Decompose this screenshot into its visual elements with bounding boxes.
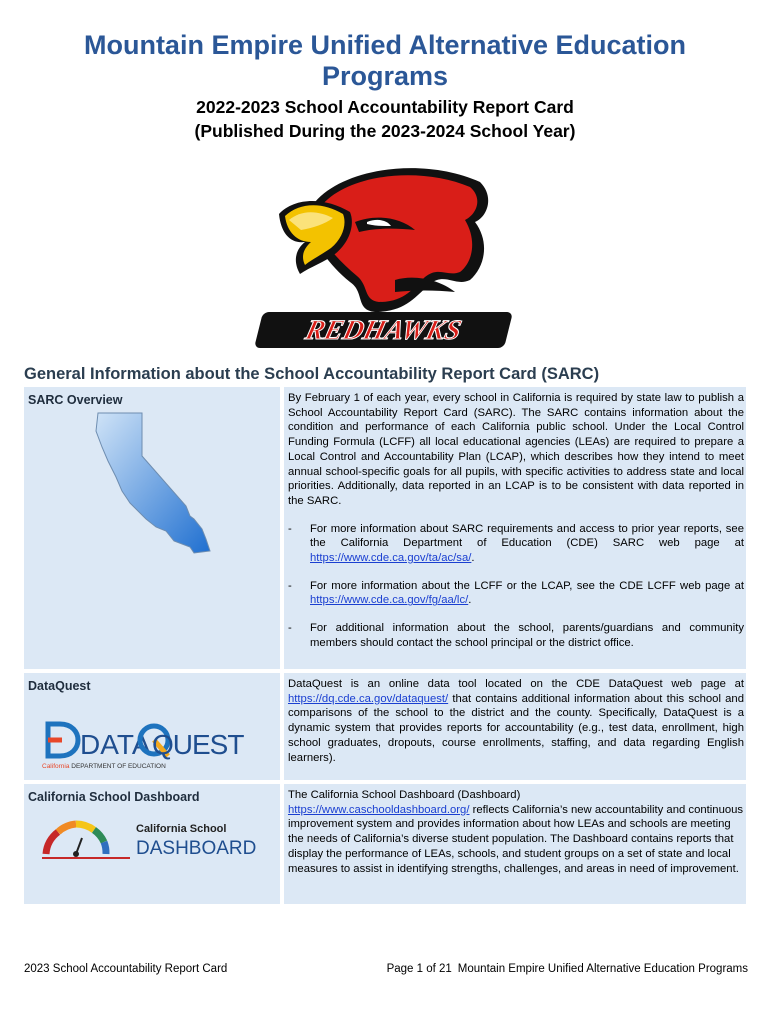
dataquest-caption-colored: California [42,763,70,770]
list-item [288,579,744,608]
subtitle-line-1: 2022-2023 School Accountability Report Card [196,97,574,117]
report-subtitle [60,95,710,143]
period: . [468,594,472,607]
dataquest-caption-text: DEPARTMENT OF EDUCATION [69,763,166,770]
dashboard-logo-top: California School [136,823,227,835]
sarc-overview-paragraph: By February 1 of each year, every school in California is required by state law to publish a School Accountability Report Card (SARC). The SARC contains information about the condition and performance of each California public school. Under the Local Control Funding Formula (LCFF) all local educational agencies (LEAs) are required to prepare a Local Control and Accountability Plan (LCAP), which describes how they intend to meet annual school-specific goals for all pupils, with specific activities to address state and local priorities. Additionally, data reported in an LCAP is to be consistent with data reported in the SARC. [288,392,744,507]
dataquest-text-after: that contains additional information about this school and comparisons of the school to the district and the county. Specifically, DataQuest is a dynamic system that provides reports for accountability (e.g., test data, enrollment, high school graduates, dropouts, course enrollments, staffing, and data regarding English learners). [288,692,744,764]
list-item [288,522,744,566]
dashboard-link[interactable]: https://www.caschooldashboard.org/ [288,803,470,816]
bullet-text [310,579,744,608]
footer-report-title: 2023 School Accountability Report Card [24,963,228,975]
bullet-dash: - [288,622,292,635]
dataquest-logo-word1: DATA [80,729,151,760]
dataquest-title: DataQuest [28,679,91,693]
dashboard-paragraph [288,788,744,876]
lcff-webpage-link[interactable]: https://www.cde.ca.gov/fg/aa/lc/ [310,594,469,607]
sarc-webpage-link[interactable]: https://www.cde.ca.gov/ta/ac/sa/ [310,552,472,565]
dashboard-line-1: The California School Dashboard (Dashboard) [288,789,521,801]
footer-page-info [381,963,748,975]
section-heading: General Information about the School Accountability Report Card (SARC) [24,365,600,383]
page-number: Page 1 of 21 [386,963,452,975]
bullet-dash: - [288,522,292,535]
sarc-overview-content [284,387,746,669]
bullet-1-text: For more information about SARC requirements and access to prior year reports, see the California Department of Education (CDE) SARC web page at [310,522,744,550]
period: . [471,552,475,565]
list-item [288,621,744,650]
dashboard-logo [38,818,257,864]
dataquest-text-before: DataQuest is an online data tool located on the CDE DataQuest web page at [288,678,744,690]
table-row [24,387,746,669]
page-title: Mountain Empire Unified Alternative Education Programs [83,30,687,91]
dashboard-logo-bottom: DASHBOARD [136,838,257,859]
dashboard-title: California School Dashboard [28,790,200,804]
subtitle-line-2: (Published During the 2023-2024 School Year) [194,121,576,141]
dataquest-link[interactable]: https://dq.cde.ca.gov/dataquest/ [288,692,449,705]
dataquest-paragraph [288,677,744,765]
bullet-text [310,522,744,566]
bullet-dash: - [288,579,292,592]
sarc-overview-title: SARC Overview [28,393,123,407]
dataquest-content [284,673,746,780]
logo-wordmark: REDHAWKS [302,315,465,346]
california-map-icon [94,411,219,561]
dataquest-logo [42,716,244,772]
dataquest-logo-caption [42,763,166,770]
sarc-overview-cell [24,387,280,669]
bullet-2-text: For more information about the LCFF or the LCAP, see the CDE LCFF web page at [310,579,744,592]
bullet-3-text: For additional information about the school, parents/guardians and community members should contact the school principal or the district office. [310,622,744,649]
dashboard-text-after: reflects California’s new accountability and continuous improvement system and provides information about how LEAs and schools are meeting the needs of California’s diverse student population. The Dashboard contains reports that display the performance of LEAs, schools, and student groups on a set of state and local measures to assist in identifying strengths, challenges, and areas in need of improvement. [288,803,744,875]
footer-school-name: Mountain Empire Unified Alternative Education Programs [457,963,748,975]
dashboard-content [284,784,746,904]
redhawk-mascot-icon [255,162,517,352]
dataquest-logo-word2: QUEST [152,729,244,760]
